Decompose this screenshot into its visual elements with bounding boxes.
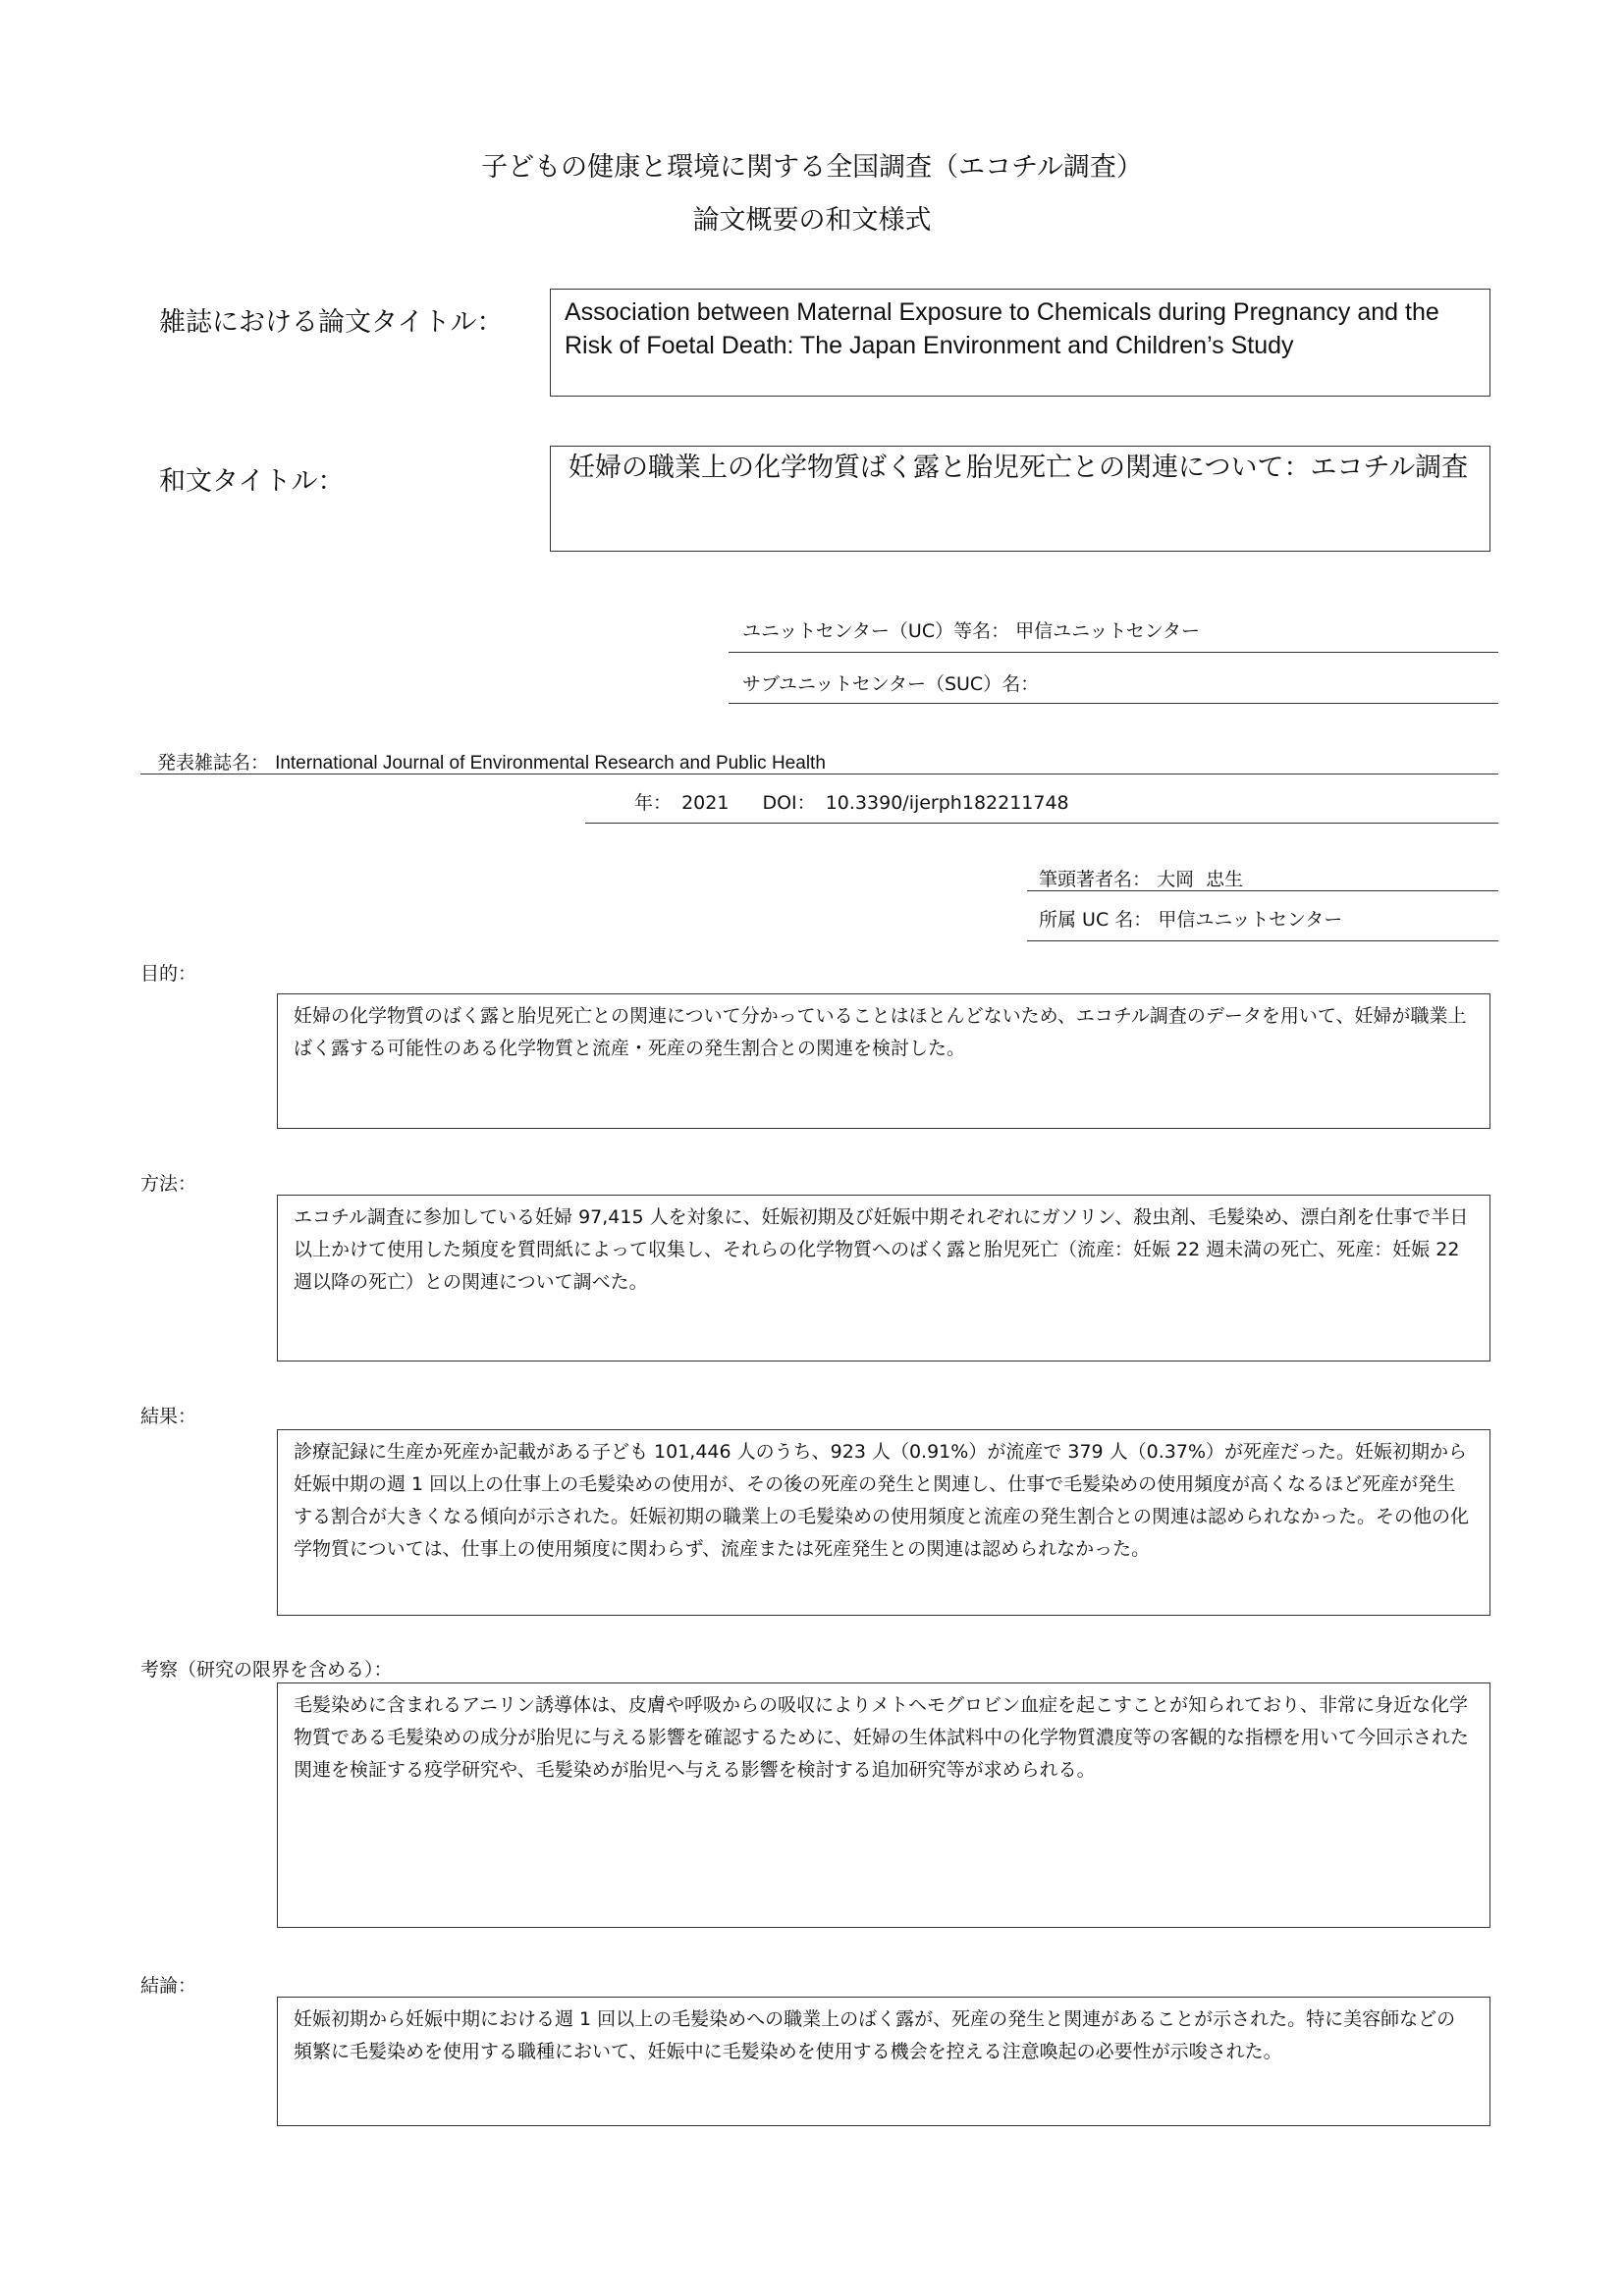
page-subtitle: 論文概要の和文様式 [692, 205, 932, 236]
purpose-box: 妊婦の化学物質のばく露と胎児死亡との関連について分かっていることはほとんどないため、エコチル調査のデータを用いて、妊婦が職業上ばく露する可能性のある化学物質と流産・死産の発生割合との関連を検討した。 [277, 993, 1490, 1129]
method-box: エコチル調査に参加している妊婦 97,415 人を対象に、妊娠初期及び妊娠中期それぞれにガソリン、殺虫剤、毛髪染め、漂白剤を仕事で半日以上かけて使用した頻度を質問紙によって収集し、それらの化学物質へのばく露と胎児死亡（流産：妊娠 22 週未満の死亡、死産：妊娠 22 週以降の死亡）との関連について調べた。 [277, 1195, 1490, 1362]
japanese-title-label: 和文タイトル： [159, 466, 345, 497]
journal-name-label: 発表雑誌名： [157, 752, 270, 774]
sub-unit-center-line [742, 669, 1039, 696]
conclusion-label: 結論： [140, 1975, 197, 1997]
discussion-box: 毛髪染めに含まれるアニリン誘導体は、皮膚や呼吸からの吸収によりメトヘモグロビン血症を起こすことが知られており、非常に身近な化学物質である毛髪染めの成分が胎児に与える影響を確認するために、妊婦の生体試料中の化学物質濃度等の客観的な指標を用いて今回示された関連を検証する疫学研究や、毛髪染めが胎児へ与える影響を検討する追加研究等が求められる。 [277, 1682, 1490, 1928]
doi-value: 10.3390/ijerph182211748 [825, 792, 1069, 814]
journal-title-label: 雑誌における論文タイトル： [159, 307, 504, 338]
year-doi-rule [585, 823, 1498, 824]
method-label: 方法： [140, 1173, 197, 1195]
affiliation-value: 甲信ユニットセンター [1158, 909, 1343, 931]
unit-center-line [742, 616, 1200, 643]
affiliation-label: 所属 UC 名： [1039, 909, 1153, 931]
sub-unit-center-label: サブユニットセンター（SUC）名： [742, 673, 1040, 695]
affiliation-line [1039, 905, 1342, 932]
journal-name-line [157, 748, 826, 774]
conclusion-box: 妊娠初期から妊娠中期における週 1 回以上の毛髪染めへの職業上のばく露が、死産の発生と関連があることが示された。特に美容師などの頻繁に毛髪染めを使用する職種において、妊娠中に毛髪染めを使用する機会を控える注意喚起の必要性が示唆された。 [277, 1997, 1490, 2126]
japanese-title-box: 妊婦の職業上の化学物質ばく露と胎児死亡との関連について：エコチル調査 [550, 446, 1490, 552]
affiliation-rule [1027, 940, 1498, 941]
results-label: 結果： [140, 1406, 197, 1427]
year-label: 年： [634, 792, 673, 814]
first-author-value: 大岡 忠生 [1157, 869, 1244, 890]
discussion-label: 考察（研究の限界を含める）： [140, 1659, 393, 1681]
sub-unit-center-rule [729, 703, 1498, 704]
journal-title-box: Association between Maternal Exposure to Chemicals during Pregnancy and the Risk of Foetal Death: The Japan Environment and Children’s Study [550, 289, 1490, 397]
journal-name-value: International Journal of Environmental Research and Public Health [275, 753, 826, 774]
page-title: 子どもの健康と環境に関する全国調査（エコチル調査） [481, 152, 1143, 183]
first-author-rule [1027, 890, 1498, 891]
first-author-line [1039, 865, 1243, 891]
unit-center-label: ユニットセンター（UC）等名： [742, 620, 1010, 642]
unit-center-rule [729, 652, 1498, 653]
results-box: 診療記録に生産か死産か記載がある子ども 101,446 人のうち、923 人（0.91%）が流産で 379 人（0.37%）が死産だった。妊娠初期から妊娠中期の週 1 回以上の仕事上の毛髪染めの使用が、その後の死産の発生と関連し、仕事で毛髪染めの使用頻度が高くなるほど死産が発生する割合が大きくなる傾向が示された。妊娠初期の職業上の毛髪染めの使用頻度と流産の発生割合との関連は認められなかった。その他の化学物質については、仕事上の使用頻度に関わらず、流産または死産発生との関連は認められなかった。 [277, 1429, 1490, 1616]
first-author-label: 筆頭著者名： [1039, 869, 1152, 890]
purpose-label: 目的： [140, 963, 197, 985]
unit-center-value: 甲信ユニットセンター [1015, 620, 1201, 642]
year-doi-line [634, 788, 1069, 815]
doi-label: DOI： [762, 792, 816, 814]
year-value: 2021 [681, 792, 730, 814]
